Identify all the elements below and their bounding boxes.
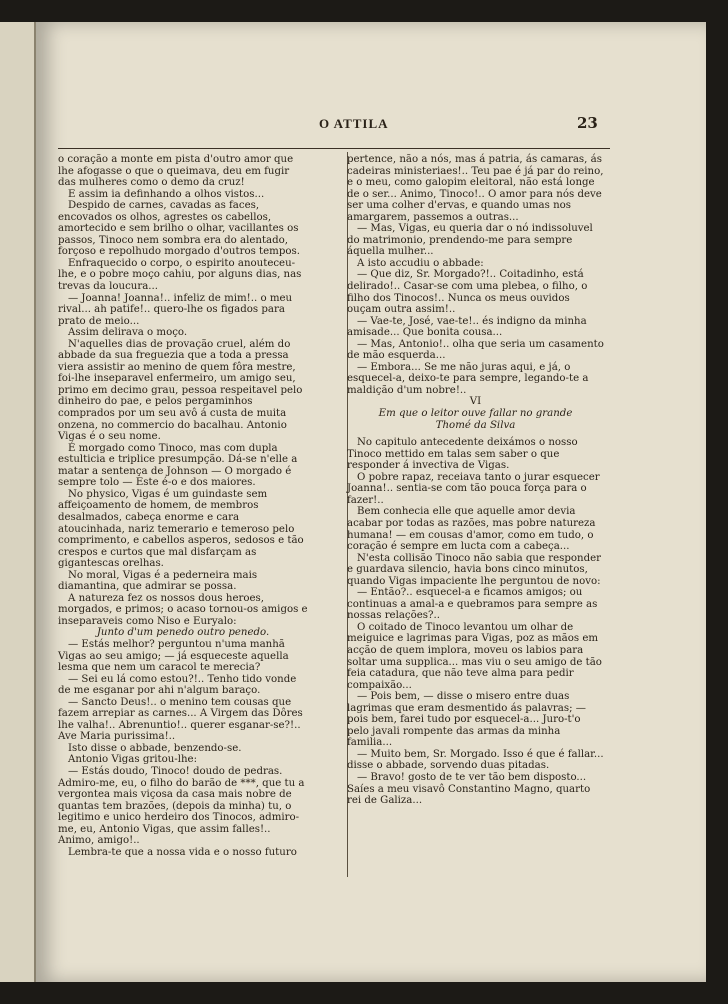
paragraph: O pobre rapaz, receiava tanto o jurar esquecer Joanna!.. sentia-se com tão pouca força para o fazer!.. — [347, 471, 600, 506]
paragraph: N'esta collisão Tinoco não sabia que responder e guardava silencio, havia bons cinco minutos, quando Vigas impaciente lhe perguntou de novo: — [347, 552, 602, 587]
paragraph: N'aquelles dias de provação cruel, além do abbade da sua freguezia que a toda a pressa viera assistir ao menino de quem fôra mestre, foi-lhe inseparavel enfermeiro, um amigo seu, primo em decimo grau, pessoa respeitavel pelo dinheiro do pae, e pelos pergaminhos comprados por um seu avô á custa de muita onzena, no commercio do bacalhau. Antonio Vigas é o seu nome. — [58, 338, 303, 443]
section-subtitle-line-2: Thomé da Silva — [435, 419, 516, 431]
paragraph: Bem conhecia elle que aquelle amor devia acabar por todas as razões, mas pobre natureza humana! — em cousas d'amor, como em tudo, o coração é sempre em lucta com a cabeça... — [347, 506, 596, 553]
page-number: 23 — [577, 114, 598, 132]
paragraph: — Sancto Deus!.. o menino tem cousas que fazem arrepiar as carnes... A Virgem das Dôres lhe valha!.. Abrenuntio!.. querer esganar-se?!.. Ave Maria purissima!.. — [58, 696, 303, 743]
paragraph: — Estás doudo, Tinoco! doudo de pedras. Admiro-me, eu, o filho do barão de ***, que tu a vergontea mais viçosa da casa mais nobre de quantas tem brazões, (depois da minha) tu, o legitimo e unico herdeiro dos Tinocos, admiro-me, eu, Antonio Vigas, que assim falles!.. Animo, amigo!.. — [58, 765, 305, 847]
paragraph: — Então?.. esquecel-a e ficamos amigos; ou continuas a amal-a e quebramos para sempre as nossas relações?.. — [347, 587, 598, 622]
paragraph: No capitulo antecedente deixámos o nosso Tinoco mettido em talas sem saber o que responder á invectiva de Vigas. — [347, 437, 578, 472]
header-rule — [58, 148, 610, 149]
verse-line: Junto d'um penedo outro penedo. — [96, 627, 270, 639]
paragraph: — Mas, Vigas, eu queria dar o nó indissoluvel do matrimonio, prendendo-me para sempre áquella mulher... — [347, 223, 593, 258]
paragraph: o coração a monte em pista d'outro amor que lhe afogasse o que o queimava, deu em fugir das mulheres como o demo da cruz! — [58, 154, 294, 189]
paragraph: No moral, Vigas é a pederneira mais diamantina, que admirar se possa. — [58, 569, 258, 593]
section-number: VI — [469, 396, 482, 408]
paragraph: Enfraquecido o corpo, o espirito anouteceu-lhe, e o pobre moço cahiu, por alguns dias, nas trevas da loucura... — [58, 257, 302, 293]
section-subtitle-line-1: Em que o leitor ouve fallar no grande — [378, 408, 573, 420]
paragraph: É morgado como Tinoco, mas com dupla estulticia e triplice presumpção. Dá-se n'elle a matar a sentença de Johnson — O morgado é sempre tolo — Este é-o e dos maiores. — [58, 442, 298, 489]
paragraph: A natureza fez os nossos dous heroes, morgados, e primos; o acaso tornou-os amigos e inseparaveis como Niso e Euryalo: — [58, 592, 308, 627]
paragraph: Antonio Vigas gritou-lhe: — [68, 754, 197, 766]
paragraph: — Embora... Se me não juras aqui, e já, o esquecel-a, deixo-te para sempre, legando-te a maldição d'um nobre!.. — [347, 361, 589, 396]
paragraph: — Bravo! gosto de te ver tão bem disposto... Saíes a meu visavô Constantino Magno, quarto rei de Galiza... — [347, 771, 591, 807]
running-title: O ATTILA — [319, 116, 389, 131]
paragraph: — Sei eu lá como estou?!.. Tenho tido vonde de me esganar por ahi n'algum baraço. — [58, 673, 297, 697]
paragraph: — Vae-te, José, vae-te!.. és indigno da minha amisade... Que bonita cousa... — [347, 315, 587, 339]
paragraph: No physico, Vigas é um guindaste sem affeiçoamento de homem, de membros desalmados, cabeça enorme e cara atoucinhada, nariz temerario e temeroso pelo comprimento, e cabellos asperos, sedosos e tão crespos e curtos que mal disfarçam as gigantescas orelhas. — [58, 488, 304, 570]
paragraph: A isto accudiu o abbade: — [357, 257, 484, 269]
paragraph: — Mas, Antonio!.. olha que seria um casamento de mão esquerda... — [347, 338, 604, 362]
paragraph: O coitado de Tinoco levantou um olhar de meiguice e lagrimas para Vigas, poz as mãos em acção de quem implora, moveu os labios para soltar uma supplica... mas viu o seu amigo de tão feia catadura, que não teve alma para pedir compaixão... — [347, 621, 602, 691]
paragraph: Assim delirava o moço. — [68, 327, 188, 339]
left-column — [58, 154, 308, 858]
left-page-edge — [0, 22, 36, 982]
paragraph: Despido de carnes, cavadas as faces, encovados os olhos, agrestes os cabellos, amortecido e sem brilho o olhar, vacillantes os passos, Tinoco nem sombra era do alentado, forçoso e repolhudo morgado d'outros tempos. — [58, 200, 300, 258]
paragraph: — Muito bem, Sr. Morgado. Isso é que é fallar... disse o abbade, sorvendo duas pitadas. — [347, 748, 604, 772]
paragraph: Isto disse o abbade, benzendo-se. — [68, 742, 242, 754]
paragraph: Lembra-te que a nossa vida e o nosso futuro — [68, 846, 297, 858]
paragraph: — Que diz, Sr. Morgado?!.. Coitadinho, está delirado!.. Casar-se com uma plebea, o filho, o filho dos Tinocos!.. Nunca os meus ouvidos ouçam outra assim!.. — [347, 269, 588, 316]
paragraph: — Pois bem, — disse o misero entre duas lagrimas que eram desmentido ás palavras; — pois bem, farei tudo por esquecel-a... Juro-t'o pelo javali rompente das armas da minha familia... — [347, 691, 586, 749]
paragraph: E assim ia definhando a olhos vistos... — [68, 188, 265, 200]
paragraph: pertence, não a nós, mas á patria, ás camaras, ás cadeiras ministeriaes!.. Teu pae é já par do reino, e o meu, como galopim eleitoral, não está longe de o ser... Animo, Tinoco!.. O amor para nós deve ser uma colher d'ervas, e quando umas nos amargarem, passemos a outras... — [347, 154, 604, 223]
right-column — [347, 154, 604, 807]
paragraph: — Estás melhor? perguntou n'uma manhã Vigas ao seu amigo; — já esqueceste aquella lesma que nem um caracol te merecia? — [58, 638, 289, 674]
paragraph: — Joanna! Joanna!.. infeliz de mim!.. o meu rival... ah patife!.. quero-lhe os figados para prato de meio... — [58, 292, 293, 327]
